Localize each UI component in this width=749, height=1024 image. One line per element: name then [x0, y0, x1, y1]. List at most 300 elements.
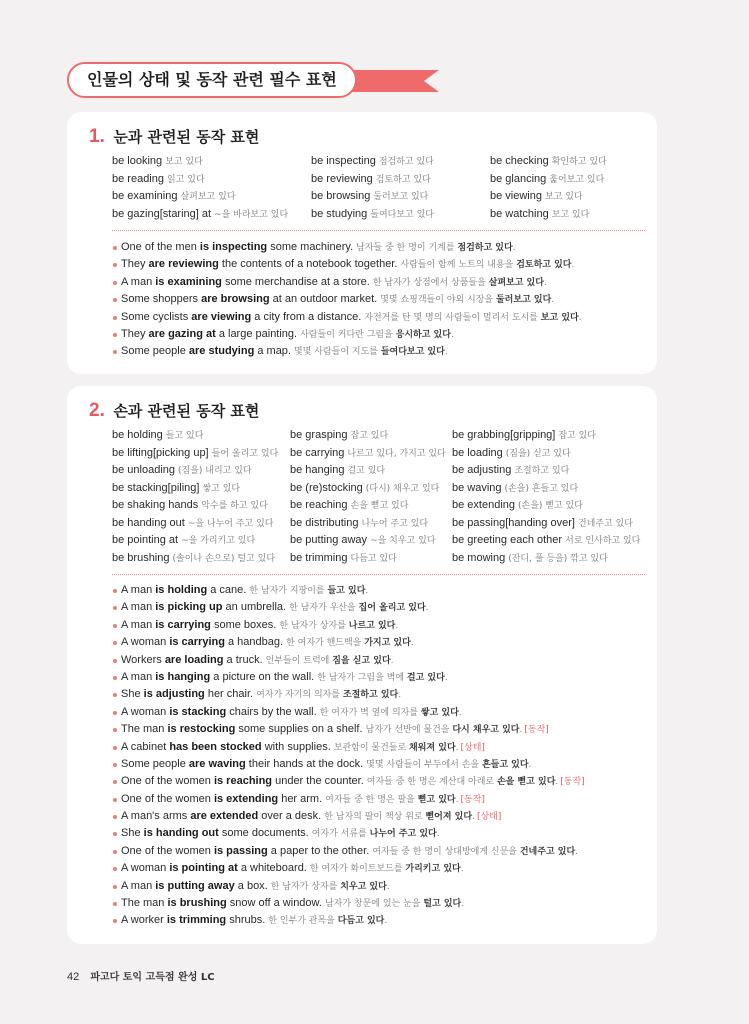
expression-en: be studying	[311, 207, 368, 220]
expression-ko: ~을 치우고 있다	[370, 536, 436, 546]
example-list	[112, 239, 582, 361]
translation-verb: 조절하고 있다	[342, 690, 399, 701]
expression-item	[452, 532, 640, 549]
translation-post: .	[365, 586, 369, 596]
expression-item	[290, 532, 436, 549]
expression-item	[452, 515, 633, 532]
example-en-post: a paper to the other.	[267, 844, 370, 857]
example-en-pre: They	[121, 327, 149, 340]
example-sentence	[112, 239, 582, 256]
expression-item	[112, 171, 205, 188]
expression-item	[290, 480, 439, 497]
translation-pre: 한 남자의 팔이 책상 위로	[324, 812, 426, 823]
example-en-pre: A cabinet	[121, 740, 170, 753]
translation-verb: 뻗어져 있다	[425, 812, 473, 823]
example-en-pre: One of the women	[121, 844, 214, 857]
translation-verb: 치우고 있다	[340, 881, 387, 892]
example-en-post: some documents.	[218, 827, 309, 840]
example-sentence	[112, 256, 582, 273]
expression-item	[112, 515, 273, 532]
example-en-pre: The man	[121, 723, 168, 736]
example-en-post: some machinery.	[267, 241, 354, 253]
translation-pre: 사람들이 함께 노트의 내용을	[400, 260, 517, 271]
expression-en: be distributing	[290, 516, 359, 529]
expression-ko: ~을 가리키고 있다	[181, 536, 256, 546]
expression-ko: 들여다보고 있다	[370, 209, 434, 220]
page-title: 인물의 상태 및 동작 관련 필수 표현	[67, 62, 357, 98]
translation-verb: 짐을 싣고 있다	[332, 655, 391, 666]
translation-pre: 몇몇 쇼핑객들이 야외 시장을	[380, 295, 496, 306]
example-en-pre: A man	[121, 584, 156, 596]
translation-verb: 걸고 있다	[406, 672, 445, 683]
expression-en: be grasping	[290, 429, 348, 441]
example-translation	[366, 760, 531, 770]
example-translation	[325, 795, 458, 805]
example-en-pre: Some cyclists	[121, 310, 192, 323]
expression-item	[290, 550, 397, 567]
expression-ko: 다듬고 있다	[350, 553, 397, 564]
expression-ko: 검토하고 있다	[375, 174, 431, 185]
translation-pre: 여자들 중 한 명은 계산대 아래로	[366, 777, 497, 788]
example-en-pre: A man's arms	[121, 810, 191, 823]
expression-ko: 잡고 있다	[558, 431, 596, 441]
expression-item	[490, 171, 604, 188]
example-en-verb: is brushing	[167, 897, 227, 910]
section-card-hands	[67, 386, 657, 944]
example-en-pre: The man	[121, 897, 168, 910]
translation-verb: 건네주고 있다	[519, 846, 576, 857]
example-sentence	[112, 756, 585, 773]
example-translation	[266, 656, 394, 666]
expression-en: be hanging	[290, 464, 345, 476]
expression-item	[452, 462, 569, 479]
example-en-pre: A man	[121, 670, 156, 683]
example-en-pre: A woman	[121, 705, 170, 718]
example-en-post: a box.	[234, 879, 268, 892]
example-en-verb: are extended	[190, 810, 259, 823]
expression-en: be gazing[staring] at	[112, 207, 212, 220]
example-translation	[366, 725, 523, 735]
example-translation	[325, 899, 464, 909]
example-sentence	[112, 791, 585, 808]
expression-ko: (다시) 채우고 있다	[365, 483, 440, 494]
example-en-post: over a desk.	[258, 810, 322, 823]
example-en-post: at an outdoor market.	[269, 293, 378, 306]
expression-en: be brushing	[112, 551, 170, 564]
translation-post: .	[386, 881, 390, 892]
example-en-pre: A woman	[121, 636, 170, 649]
expression-ko: 훑어보고 있다	[549, 174, 605, 185]
example-en-pre: She	[121, 688, 144, 701]
translation-post: .	[555, 777, 559, 788]
section-number: 2.	[89, 400, 105, 421]
example-en-post: shrubs.	[226, 914, 266, 927]
translation-verb: 흔들고 있다	[481, 759, 529, 770]
example-translation	[310, 864, 464, 874]
section-title: 눈과 관련된 동작 표현	[113, 128, 260, 146]
example-en-post: a picture on the wall.	[210, 670, 315, 683]
translation-pre: 한 남자가 상자를	[279, 620, 349, 631]
expression-en: be extending	[452, 499, 515, 511]
example-sentence	[112, 652, 585, 669]
expression-ko: (짐을) 싣고 있다	[505, 448, 571, 459]
translation-verb: 손을 뻗고 있다	[496, 777, 556, 788]
expression-item	[290, 445, 446, 462]
expression-item	[490, 206, 589, 223]
example-sentence	[112, 704, 585, 721]
example-sentence	[112, 669, 585, 686]
example-translation	[356, 243, 515, 253]
expression-item	[490, 188, 583, 205]
example-en-verb: is carrying	[169, 636, 225, 649]
example-translation	[372, 847, 578, 857]
translation-verb: 가리키고 있다	[405, 864, 461, 875]
translation-post: .	[528, 759, 532, 770]
expression-en: be putting away	[290, 534, 368, 546]
example-en-post: snow off a window.	[226, 897, 322, 910]
translation-pre: 한 남자가 상점에서 상품들을	[372, 277, 489, 288]
expression-en: be waving	[452, 481, 502, 494]
example-translation	[286, 638, 414, 648]
example-en-post: chairs by the wall.	[226, 705, 317, 718]
expression-ko: 잡고 있다	[350, 431, 389, 441]
example-list	[112, 582, 585, 930]
example-en-pre: One of the women	[121, 775, 214, 788]
expression-item	[112, 206, 288, 223]
example-sentence	[112, 895, 585, 912]
expression-ko: (잔디, 풀 등을) 깎고 있다	[508, 553, 608, 564]
example-sentence	[112, 274, 582, 291]
example-en-verb: is handing out	[143, 827, 219, 840]
example-en-verb: is picking up	[155, 601, 223, 614]
example-en-post: her chair.	[204, 688, 254, 701]
translation-post: .	[578, 312, 582, 323]
expression-item	[112, 462, 252, 479]
expression-en: be lifting[picking up]	[112, 446, 209, 459]
example-en-post: a large painting.	[215, 327, 298, 340]
expression-ko: (손을) 뻗고 있다	[518, 501, 583, 511]
translation-verb: 뻗고 있다	[417, 794, 456, 805]
translation-post: .	[519, 725, 523, 736]
translation-post: .	[436, 829, 440, 840]
translation-pre: 한 남자가 우산을	[289, 603, 359, 614]
example-en-post: the contents of a notebook together.	[218, 258, 398, 271]
expression-ko: 건네주고 있다	[577, 518, 633, 529]
translation-post: .	[410, 638, 414, 649]
example-sentence	[112, 634, 585, 651]
expression-item	[452, 550, 608, 567]
translation-verb: 보고 있다	[540, 312, 579, 323]
example-sentence	[112, 843, 585, 860]
expression-ko: 점검하고 있다	[378, 157, 434, 167]
expression-item	[112, 153, 203, 170]
example-sentence	[112, 860, 585, 877]
example-en-pre: Workers	[121, 653, 165, 666]
expression-item	[112, 480, 240, 497]
section-card-eyes	[67, 112, 657, 374]
example-translation	[324, 812, 475, 822]
expression-item	[490, 153, 607, 170]
book-title: 파고다 토익 고득점 완성 LC	[90, 972, 215, 983]
expression-en: be watching	[490, 207, 549, 220]
example-sentence	[112, 326, 582, 343]
example-en-pre: Some people	[121, 345, 189, 358]
translation-pre: 한 남자가 그림을 벽에	[317, 672, 407, 683]
expression-en: be (re)stocking	[290, 481, 363, 494]
example-en-post: some boxes.	[210, 618, 277, 631]
translation-post: .	[472, 812, 475, 823]
expression-en: be reviewing	[311, 172, 373, 185]
expression-ko: 나르고 있다, 가지고 있다	[347, 448, 446, 459]
expression-ko: 살펴보고 있다	[180, 192, 236, 202]
translation-post: .	[575, 846, 579, 857]
expression-ko: 보고 있다	[551, 209, 590, 220]
translation-pre: 자전거를 탄 몇 명의 사람들이 멀리서 도시를	[364, 312, 541, 323]
expression-ko: 확인하고 있다	[551, 157, 607, 167]
expression-en: be trimming	[290, 551, 348, 564]
example-en-verb: are loading	[164, 653, 224, 666]
example-en-verb: are reviewing	[148, 258, 219, 271]
example-sentence	[112, 739, 585, 756]
expression-item	[290, 462, 385, 479]
example-en-pre: A man	[121, 601, 156, 614]
example-translation	[312, 829, 440, 839]
example-translation	[364, 313, 581, 323]
example-translation	[249, 586, 368, 596]
example-en-pre: They	[121, 258, 149, 271]
translation-pre: 한 남자가 상자를	[270, 881, 341, 892]
page-title-banner	[67, 62, 357, 98]
expression-en: be pointing at	[112, 534, 179, 546]
example-en-verb: are browsing	[201, 293, 270, 306]
example-translation	[320, 708, 462, 718]
translation-post: .	[384, 916, 388, 927]
example-translation	[400, 260, 574, 270]
translation-post: .	[398, 690, 402, 701]
example-translation	[268, 916, 387, 926]
example-en-verb: is examining	[155, 275, 222, 288]
expression-ko: 조절하고 있다	[514, 466, 570, 476]
translation-verb: 들고 있다	[327, 586, 366, 596]
translation-post: .	[458, 707, 462, 718]
example-en-verb: is trimming	[166, 914, 227, 927]
translation-post: .	[425, 603, 429, 614]
example-en-verb: is passing	[213, 844, 268, 857]
example-en-verb: is hanging	[155, 670, 211, 683]
example-translation	[256, 690, 401, 700]
translation-pre: 여자들 중 한 명은 팔을	[325, 794, 418, 805]
translation-verb: 집어 올리고 있다	[358, 603, 426, 614]
example-en-verb: is reaching	[213, 775, 273, 788]
expression-en: be stacking[piling]	[112, 481, 200, 494]
translation-post: .	[512, 243, 516, 253]
example-sentence	[112, 291, 582, 308]
expression-ko: (손을) 흔들고 있다	[504, 483, 579, 494]
example-en-pre: She	[121, 827, 144, 840]
expression-ko: 보고 있다	[165, 157, 203, 167]
dotted-divider	[112, 230, 645, 231]
translation-pre: 몇몇 사람들이 부두에서 손을	[366, 759, 482, 770]
expression-item	[112, 532, 255, 549]
example-sentence	[112, 773, 585, 790]
example-sentence	[112, 808, 585, 825]
example-en-verb: is pointing at	[169, 862, 238, 875]
example-en-verb: is carrying	[155, 618, 211, 631]
example-en-post: their hands at the dock.	[245, 757, 364, 770]
example-en-post: under the counter.	[272, 775, 364, 788]
expression-en: be looking	[112, 155, 163, 167]
example-en-post: a cane.	[207, 584, 247, 596]
expression-en: be shaking hands	[112, 499, 199, 511]
translation-post: .	[390, 655, 394, 666]
expression-item	[452, 445, 571, 462]
translation-post: .	[461, 899, 465, 910]
translation-verb: 나르고 있다	[348, 620, 396, 631]
example-en-verb: is inspecting	[199, 241, 268, 253]
example-en-verb: is extending	[213, 792, 279, 805]
example-translation	[300, 330, 454, 340]
example-sentence	[112, 878, 585, 895]
translation-pre: 인부들이 트럭에	[265, 655, 333, 666]
translation-post: .	[455, 742, 459, 753]
example-en-verb: is adjusting	[143, 688, 205, 701]
example-en-pre: A woman	[121, 862, 170, 875]
translation-verb: 점검하고 있다	[457, 243, 513, 253]
section-title: 손과 관련된 동작 표현	[113, 402, 260, 420]
translation-pre: 한 여자가 화이트보드를	[309, 864, 406, 875]
example-en-pre: One of the women	[121, 792, 214, 805]
example-en-pre: A man	[121, 618, 156, 631]
example-en-post: a handbag.	[224, 636, 284, 649]
translation-pre: 한 인부가 관목을	[268, 916, 338, 927]
expression-ko: 악수를 하고 있다	[201, 501, 268, 511]
expression-ko: 서로 인사하고 있다	[565, 536, 641, 546]
example-sentence	[112, 582, 585, 599]
expression-en: be loading	[452, 446, 503, 459]
translation-pre: 보관함이 물건들로	[333, 742, 410, 753]
example-sentence	[112, 825, 585, 842]
state-action-tag: [상태]	[460, 742, 485, 753]
expression-en: be viewing	[490, 190, 542, 202]
translation-verb: 들여다보고 있다	[380, 347, 445, 358]
example-en-pre: A man	[121, 275, 156, 288]
expression-ko: 손을 뻗고 있다	[350, 501, 409, 511]
expression-en: be browsing	[311, 190, 371, 202]
translation-pre: 몇몇 사람들이 지도를	[293, 347, 381, 358]
example-en-post: some merchandise at a store.	[221, 275, 370, 288]
translation-pre: 한 여자가 벽 옆에 의자를	[319, 707, 421, 718]
expression-en: be adjusting	[452, 464, 512, 476]
translation-verb: 나누어 주고 있다	[369, 829, 437, 840]
translation-verb: 응시하고 있다	[395, 329, 451, 340]
translation-post: .	[455, 794, 459, 805]
page-footer	[67, 968, 215, 983]
expression-item	[112, 188, 235, 205]
state-action-tag: [동작]	[524, 725, 549, 736]
section-heading	[89, 126, 259, 148]
example-sentence	[112, 721, 585, 738]
example-translation	[367, 777, 559, 787]
translation-verb: 검토하고 있다	[516, 260, 572, 271]
expression-ko: 둘러보고 있다	[373, 192, 429, 202]
state-action-tag: [상태]	[476, 812, 502, 823]
expression-ko: 보고 있다	[544, 192, 583, 202]
example-sentence	[112, 912, 585, 929]
expression-ko: (짐을) 내리고 있다	[178, 466, 252, 476]
translation-post: .	[460, 864, 464, 875]
example-en-pre: One of the men	[121, 241, 200, 253]
expression-item	[112, 497, 268, 514]
expression-en: be inspecting	[311, 155, 376, 167]
example-en-verb: is putting away	[155, 879, 235, 892]
expression-item	[452, 427, 596, 444]
example-sentence	[112, 599, 585, 616]
translation-pre: 한 여자가 핸드백을	[286, 638, 365, 649]
expression-item	[112, 427, 203, 444]
expression-en: be handing out	[112, 516, 185, 529]
example-en-post: some supplies on a shelf.	[235, 723, 363, 736]
expression-item	[290, 427, 388, 444]
example-en-verb: are studying	[188, 345, 255, 358]
translation-verb: 다시 채우고 있다	[452, 725, 520, 736]
expression-item	[112, 550, 275, 567]
expression-en: be mowing	[452, 551, 506, 564]
expression-ko: (솔이나 손으로) 털고 있다	[172, 553, 276, 564]
example-en-verb: is stacking	[169, 705, 227, 718]
translation-verb: 둘러보고 있다	[495, 295, 552, 306]
example-translation	[289, 603, 428, 613]
example-en-pre: A worker	[121, 914, 167, 927]
example-en-post: an umbrella.	[222, 601, 287, 614]
expression-item	[290, 497, 408, 514]
expression-en: be unloading	[112, 464, 176, 476]
example-en-pre: Some shoppers	[121, 293, 202, 306]
translation-pre: 남자가 선반에 물건을	[365, 725, 453, 736]
page-number: 42	[67, 971, 80, 983]
translation-pre: 남자들 중 한 명이 기계를	[356, 243, 458, 253]
translation-post: .	[543, 277, 547, 288]
expression-item	[290, 515, 428, 532]
example-translation	[279, 621, 398, 631]
example-en-verb: are waving	[188, 757, 246, 770]
translation-post: .	[444, 672, 448, 683]
expression-ko: 나누어 주고 있다	[361, 518, 429, 529]
expression-en: be reading	[112, 172, 164, 185]
dotted-divider	[112, 574, 645, 575]
expression-ko: 들고 있다	[165, 431, 204, 441]
expression-ko: ~을 바라보고 있다	[214, 209, 289, 220]
example-translation	[294, 347, 448, 357]
example-en-verb: is holding	[155, 584, 208, 596]
expression-item	[112, 445, 278, 462]
translation-post: .	[551, 295, 555, 306]
translation-verb: 쌓고 있다	[420, 707, 459, 718]
expression-item	[311, 171, 431, 188]
example-sentence	[112, 617, 585, 634]
translation-pre: 여자들 중 한 명이 상대방에게 신문을	[372, 846, 520, 857]
expression-en: be glancing	[490, 172, 547, 185]
expression-en: be grabbing[gripping]	[452, 429, 556, 441]
example-en-pre: A man	[121, 879, 156, 892]
example-en-post: a truck.	[223, 653, 263, 666]
example-translation	[317, 673, 448, 683]
example-translation	[334, 743, 459, 753]
state-action-tag: [동작]	[460, 794, 485, 805]
expression-item	[311, 153, 434, 170]
expression-en: be passing[handing over]	[452, 516, 575, 529]
translation-verb: 살펴보고 있다	[488, 277, 544, 288]
translation-verb: 가지고 있다	[364, 638, 411, 649]
